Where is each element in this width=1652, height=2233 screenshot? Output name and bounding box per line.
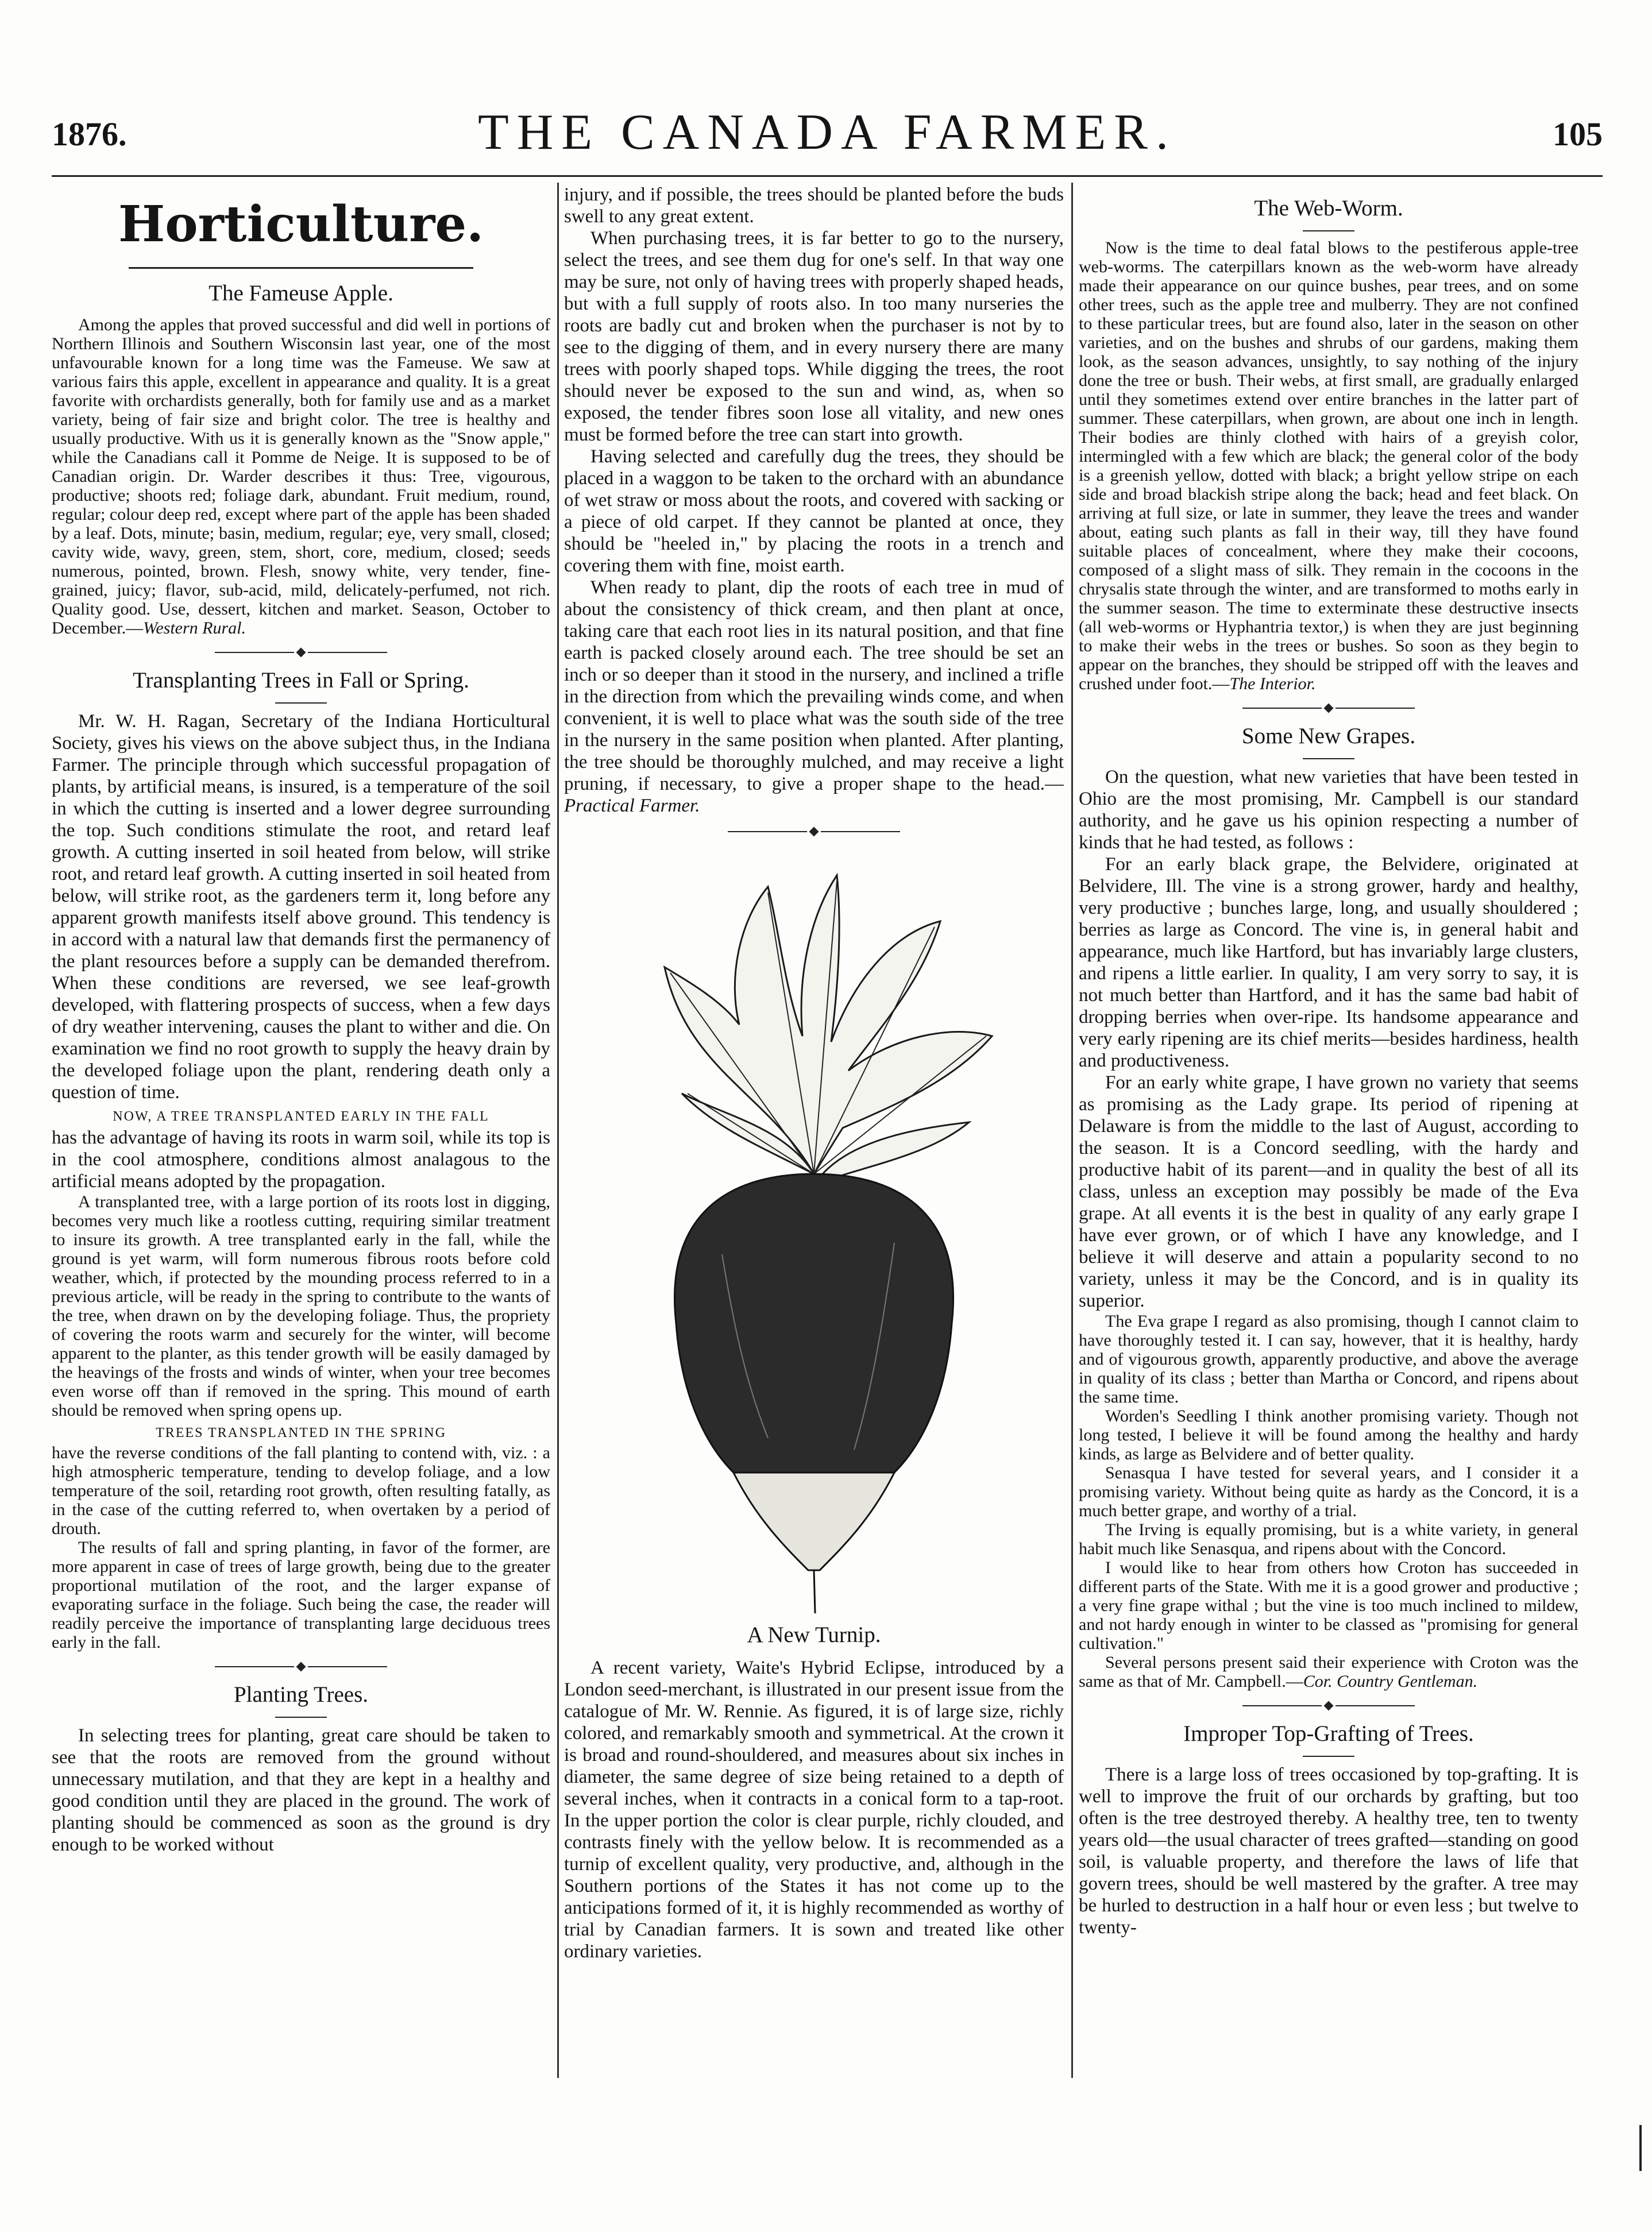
title-rule <box>1303 758 1354 759</box>
heading-rule <box>129 267 473 269</box>
column-middle <box>564 184 1064 1962</box>
transplanting-subhead-spring: TREES TRANSPLANTED IN THE SPRING <box>156 1425 446 1440</box>
topgrafting-title: Improper Top-Grafting of Trees. <box>1183 1721 1474 1746</box>
turnip-caption: A New Turnip. <box>747 1622 881 1647</box>
turnip-illustration <box>596 852 1032 1616</box>
section-heading: Horticulture. <box>118 195 484 253</box>
title-rule <box>1303 1756 1354 1757</box>
webworm-source: The Interior. <box>1229 674 1316 693</box>
ornament-divider <box>215 649 387 656</box>
planting-paragraph: When ready to plant, dip the roots of each tree in mud of about the consistency of thick cream, and then plant at once, taking care that each root lies in its natural position, and that fine earth is packed closely around each. The tree should be set an inch or so deeper than it stood in the nursery, and inclined a trifle in the direction from which the prevailing winds come, and when convenient, it is well to place what was the south side of the tree in the nursery in the same position when planted. After planting, the tree should be thoroughly mulched, and may receive a light pruning, if necessary, to give a proper shape to the head.—Practical Farmer. <box>564 577 1064 816</box>
planting-paragraph: When purchasing trees, it is far better to go to the nursery, select the trees, and see them dug for one's self. In that way one may be sure, not only of having trees with properly shaped heads, but with a full supply of roots also. In too many nurseries the roots are badly cut and broken when the purchaser is not by to see to the digging of them, and in every nursery there are many trees with poorly shaped tops. While digging the trees, the root should never be exposed to the sun and wind, as, when so exposed, the tender fibres soon lose all vitality, and new ones must be formed before the tree can start into growth. <box>564 228 1064 445</box>
ornament-divider <box>215 1663 387 1670</box>
fameuse-title: The Fameuse Apple. <box>209 281 393 306</box>
masthead-rule <box>52 175 1603 177</box>
title-rule <box>275 702 327 704</box>
grapes-paragraph: For an early black grape, the Belvidere, originated at Belvidere, Ill. The vine is a strong grower, hardy and healthy, very productive ; bunches large, long, and usually shouldered ; berries as large as Concord. The vine is, in general habit and appearance, much like Hartford, but has invariably large clusters, and ripens a little earlier. In quality, I am very sorry to say, it is not much better than Hartford, and it has the same bad habit of dropping berries when over-ripe. Its handsome appearance and very early ripening are its chief merits—besides hardiness, health and productiveness. <box>1079 854 1578 1071</box>
grapes-paragraph: Several persons present said their experience with Croton was the same as that of Mr. Campbell.—Cor. Country Gentleman. <box>1079 1653 1578 1691</box>
transplanting-paragraph: has the advantage of having its roots in warm soil, while its top is in the cool atmosphere, conditions almost analagous to the artificial means adopted by the propagation. <box>52 1127 550 1192</box>
ornament-divider <box>1242 1702 1415 1709</box>
transplanting-subhead-fall: NOW, A TREE TRANSPLANTED EARLY IN THE FALL <box>113 1109 489 1124</box>
grapes-paragraph: For an early white grape, I have grown no variety that seems as promising as the Lady grape. Its period of ripening at Delaware is from the middle to the last of August, according to the season. It is a Concord seedling, with the hardy and productive habit of its parent—and in quality the best of all its class, unless an exception may possibly be made of the Eva grape. At all events it is the best in quality of any early grape I have ever grown, or of which I have any knowledge, and I believe it will deserve and attain a popularity second to no variety, unless it may be the Concord, and is in quality its superior. <box>1079 1072 1578 1311</box>
grapes-paragraph: Worden's Seedling I think another promising variety. Though not long tested, I believe it will be found among the healthy and hardy kinds, as large as Belvidere and of better quality. <box>1079 1407 1578 1463</box>
newspaper-title: THE CANADA FARMER. <box>477 105 1176 160</box>
title-rule <box>1303 230 1354 231</box>
column-divider-left <box>557 183 559 2078</box>
topgrafting-paragraph: There is a large loss of trees occasioned by top-grafting. It is well to improve the fruit of our orchards by grafting, but too often is the tree destroyed thereby. A healthy tree, ten to twenty years old—the usual character of trees grafted—standing on good soil, is valuable property, and therefore the laws of life that govern trees, should be well mastered by the grafter. A tree may be hurled to destruction in a half hour or even less ; but twelve to twenty- <box>1079 1764 1578 1938</box>
turnip-paragraph: A recent variety, Waite's Hybrid Eclipse, introduced by a London seed-merchant, is illustrated in our present issue from the catalogue of Mr. W. Rennie. As figured, it is of large size, richly colored, and remarkably smooth and symmetrical. At the crown it is broad and round-shouldered, and measures about six inches in diameter, the same degree of size being retained to a depth of several inches, when it contracts in a conical form to a tap-root. In the upper portion the color is clear purple, richly clouded, and contrasts finely with the yellow below. It is recommended as a turnip of excellent quality, very productive, and, although in the Southern portions of the States it has not come up to the anticipations formed of it, it is highly recommended as worthy of trial by Canadian farmers. It is sown and treated like other ordinary varieties. <box>564 1658 1064 1962</box>
tap-root <box>814 1570 815 1613</box>
planting-paragraph: injury, and if possible, the trees should be planted before the buds swell to any great extent. <box>564 184 1064 227</box>
webworm-title: The Web-Worm. <box>1254 196 1403 221</box>
planting-source: Practical Farmer. <box>564 795 700 816</box>
column-divider-right <box>1071 183 1073 2078</box>
grapes-paragraph: On the question, what new varieties that have been tested in Ohio are the most promising, Mr. Campbell is our standard authority, and he gave us his opinion respecting a number of kinds that he had tested, as follows : <box>1079 767 1578 853</box>
ornament-divider <box>1242 705 1415 712</box>
turnip-leaves <box>665 875 992 1177</box>
planting-title: Planting Trees. <box>233 1682 369 1707</box>
fameuse-source: Western Rural. <box>143 619 246 638</box>
transplanting-paragraph: A transplanted tree, with a large portion of its roots lost in digging, becomes very much like a rootless cutting, requiring similar treatment to insure its growth. A tree transplanted early in the fall, while the ground is yet warm, will form numerous fibrous roots before cold weather, which, if protected by the mounding process referred to in a previous article, will be ready in the spring to contribute to the wants of the tree, when drawn on by the developing foliage. Thus, the propriety of covering the roots warm and securely for the winter, will become apparent to the planter, as this tender growth will be easily damaged by the heavings of the frosts and winds of winter, when your tree becomes even worse off than if removed in the spring. This mound of earth should be removed when spring opens up. <box>52 1192 550 1420</box>
webworm-paragraph: Now is the time to deal fatal blows to the pestiferous apple-tree web-worms. The caterpillars known as the web-worm have already made their appearance on our quince bushes, pear trees, and on some other trees, such as the apple tree and mulberry. They are not confined to these particular trees, but are found also, later in the season on other varieties, and on the bushes and shrubs of our gardens, making them look, as the season advances, unsightly, to say nothing of the injury done the tree or bush. Their webs, at first small, are gradually enlarged until they sometimes extend over entire branches in the latter part of summer. These caterpillars, when grown, are about one inch in length. Their bodies are thinly clothed with hairs of a greyish color, intermingled with a few which are black; the general color of the body is a greenish yellow, dotted with black; a bright yellow stripe on each side and broad blackish stripe along the back; head and feet black. On arriving at full size, or late in summer, they leave the trees and wander about, eating such plants as fall in their way, till they have found suitable places of concealment, where they make their cocoons, composed of a slight mass of silk. They remain in the cocoons in the chrysalis state through the winter, and are transformed to moths early in the summer season. The time to exterminate these destructive insects (all web-worms or Hyphantria textor,) is when they are just beginning to make their webs in the trees or bushes. So soon as they begin to appear on the branches, they should be stripped off with the leaves and crushed under foot.—The Interior. <box>1079 238 1578 693</box>
grapes-paragraph: The Eva grape I regard as also promising, though I cannot claim to have thoroughly tested it. I can say, however, that it is healthy, hardy and of vigourous growth, apparently productive, and above the average in quality of its class ; better than Martha or Concord, and ripens about the same time. <box>1079 1312 1578 1407</box>
fameuse-paragraph: Among the apples that proved successful and did well in portions of Northern Illinois and Southern Wisconsin last year, one of the most unfavourable known for a long time was the Fameuse. We saw at various fairs this apple, excellent in appearance and quality. It is a great favorite with orchardists generally, both for family use and as a market variety, being of fair size and bright color. The tree is healthy and usually productive. With us it is generally known as the "Snow apple," while the Canadians call it Pomme de Neige. It is supposed to be of Canadian origin. Dr. Warder describes it thus: Tree, vigourous, productive; shoots red; foliage dark, abundant. Fruit medium, round, regular; colour deep red, except where part of the apple has been shaded by a leaf. Dots, minute; basin, medium, regular; eye, very small, closed; cavity wide, wavy, green, stem, short, core, medium, closed; seeds numerous, pointed, brown. Flesh, snowy white, very tender, fine-grained, juicy; flavor, sub-acid, mild, delicately-perfumed, not rich. Quality good. Use, dessert, kitchen and market. Season, October to December.—Western Rural. <box>52 315 550 638</box>
grapes-title: Some New Grapes. <box>1241 724 1416 748</box>
grapes-paragraph: Senasqua I have tested for several years, and I consider it a promising variety. Without being quite as hardy as the Concord, it is a much better grape, and worthy of a trial. <box>1079 1463 1578 1520</box>
turnip-upper <box>674 1174 953 1473</box>
transplanting-paragraph: The results of fall and spring planting, in favor of the former, are more apparent in case of trees of large growth, being due to the greater proportional mutilation of the root, and the larger expanse of evaporating surface in the foliage. Such being the case, the reader will readily perceive the importance of transplanting large deciduous trees early in the fall. <box>52 1538 550 1652</box>
title-rule <box>275 1717 327 1718</box>
column-right <box>1079 184 1578 1938</box>
scan-edge-mark <box>1639 2125 1642 2171</box>
issue-year: 1876. <box>52 115 127 153</box>
page-number: 105 <box>1553 115 1603 153</box>
planting-paragraph: Having selected and carefully dug the trees, they should be placed in a waggon to be taken to the orchard with an abundance of wet straw or moss about the roots, and covered with sacking or a piece of old carpet. If they cannot be planted at once, they should be "heeled in," by placing the roots in a trench and covering them with fine, moist earth. <box>564 446 1064 576</box>
grapes-paragraph: I would like to hear from others how Croton has succeeded in different parts of the State. With me it is a good grower and productive ; a very fine grape withal ; but the vine is too much inclined to mildew, and not hardy enough in winter to be classed as "promising for general cultivation." <box>1079 1558 1578 1653</box>
turnip-lower <box>734 1473 894 1570</box>
masthead <box>52 103 1603 172</box>
transplanting-paragraph: Mr. W. H. Ragan, Secretary of the Indiana Horticultural Society, gives his views on the above subject thus, in the Indiana Farmer. The principle through which successful propagation of plants, by artificial means, is insured, is a temperature of the soil in which the cutting is inserted and a lower degree surrounding the top. Such conditions stimulate the root, and retard leaf growth. A cutting inserted in soil heated from below, will strike root, and retard leaf growth. A cutting inserted in soil heated from below, will strike root, as the gardeners term it, long before any apparent growth manifests itself above ground. This tendency is in accord with a natural law that demands first the permanency of the plant resources before a supply can be demanded therefrom. When these conditions are reversed, we see leaf-growth developed, with flattering prospects of success, when a few days of dry weather intervening, causes the plant to wither and die. On examination we find no root growth to supply the heavy drain by the developed foliage upon the plant, rendering death only a question of time. <box>52 711 550 1103</box>
ornament-divider <box>728 828 900 835</box>
grapes-paragraph: The Irving is equally promising, but is a white variety, in general habit much like Senasqua, and ripens about with the Concord. <box>1079 1520 1578 1558</box>
transplanting-title: Transplanting Trees in Fall or Spring. <box>133 668 469 693</box>
column-left <box>52 184 550 1856</box>
transplanting-paragraph: have the reverse conditions of the fall planting to contend with, viz. : a high atmospheric temperature, tending to develop foliage, and a low temperature of the soil, retarding root growth, often resulting fatally, as in the case of the cutting referred to, when overtaken by a period of drouth. <box>52 1443 550 1538</box>
planting-paragraph: In selecting trees for planting, great care should be taken to see that the roots are removed from the ground without unnecessary mutilation, and that they are kept in a healthy and good condition until they are placed in the ground. The work of planting should be commenced as soon as the ground is dry enough to be worked without <box>52 1725 550 1855</box>
grapes-source: Cor. Country Gentleman. <box>1303 1672 1478 1691</box>
